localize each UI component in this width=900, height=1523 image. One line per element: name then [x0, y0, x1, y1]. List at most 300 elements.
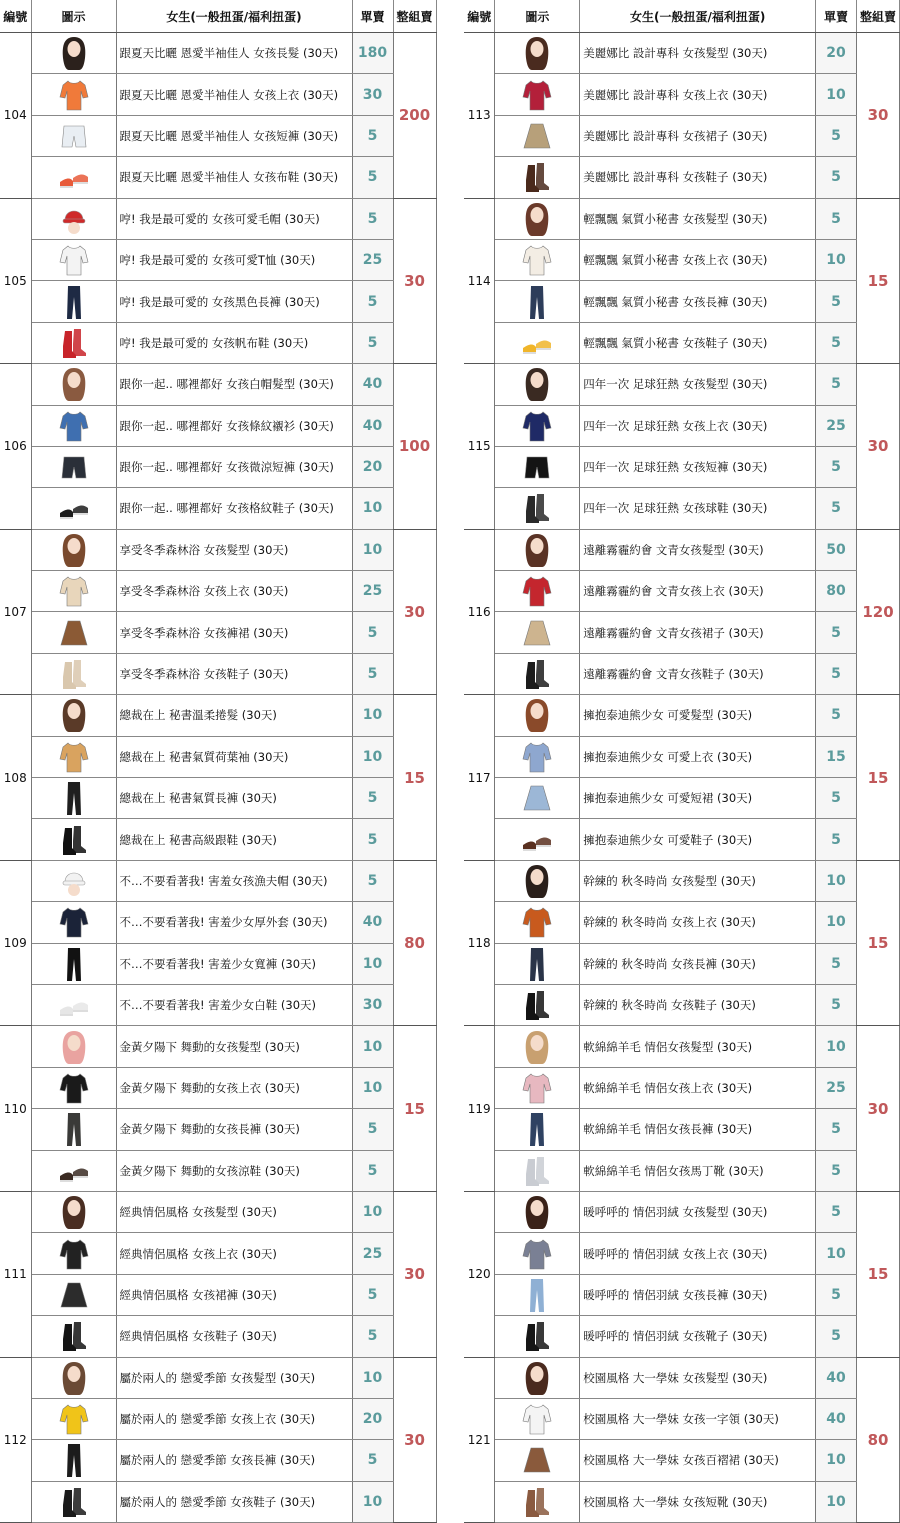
header-name: 女生(一般扭蛋/福利扭蛋) — [580, 0, 816, 33]
item-thumbnail — [495, 612, 580, 653]
item-thumbnail — [31, 1150, 116, 1191]
hair-icon — [57, 539, 91, 558]
unit-price: 5 — [352, 157, 393, 198]
shirt-icon — [57, 581, 91, 600]
item-thumbnail — [495, 1440, 580, 1481]
item-name: 遠離霧霾約會 文青女孩髮型 (30天) — [580, 529, 816, 570]
unit-price: 20 — [352, 1398, 393, 1439]
hair-icon — [57, 1202, 91, 1221]
unit-price: 10 — [816, 74, 857, 115]
table-row — [0, 1150, 436, 1191]
bundle-price: 15 — [393, 695, 436, 861]
unit-price: 5 — [816, 1109, 857, 1150]
bundle-price: 30 — [393, 198, 436, 364]
item-thumbnail — [495, 984, 580, 1025]
boots-icon — [520, 498, 554, 517]
bundle-price: 15 — [393, 1026, 436, 1192]
set-number: 104 — [0, 33, 31, 199]
item-name: 校園風格 大一學妹 女孩短靴 (30天) — [580, 1481, 816, 1522]
shirt-icon — [520, 1077, 554, 1096]
item-thumbnail — [495, 943, 580, 984]
item-name: 跟你一起.. 哪裡都好 女孩條紋襯衫 (30天) — [116, 405, 352, 446]
unit-price: 5 — [816, 364, 857, 405]
shoes-icon — [520, 829, 554, 848]
table-row — [464, 1316, 900, 1357]
item-name: 享受冬季森林浴 女孩鞋子 (30天) — [116, 653, 352, 694]
table-row — [464, 943, 900, 984]
item-name: 不…不要看著我! 害羞少女寬褲 (30天) — [116, 943, 352, 984]
table-row — [464, 1109, 900, 1150]
shorts-icon — [57, 125, 91, 144]
item-name: 屬於兩人的 戀愛季節 女孩長褲 (30天) — [116, 1440, 352, 1481]
item-name: 軟綿綿羊毛 情侶女孩長褲 (30天) — [580, 1109, 816, 1150]
item-name: 不…不要看著我! 害羞少女厚外套 (30天) — [116, 902, 352, 943]
item-thumbnail — [495, 74, 580, 115]
unit-price: 5 — [352, 612, 393, 653]
set-number: 118 — [464, 860, 495, 1026]
unit-price: 10 — [816, 1481, 857, 1522]
skirt-icon — [520, 125, 554, 144]
item-thumbnail — [495, 405, 580, 446]
item-name: 哼! 我是最可愛的 女孩黑色長褲 (30天) — [116, 281, 352, 322]
item-thumbnail — [31, 1398, 116, 1439]
item-name: 總裁在上 秘書氣質荷葉袖 (30天) — [116, 736, 352, 777]
table-row — [0, 281, 436, 322]
gacha-table-right — [464, 0, 900, 1523]
item-name: 輕飄飄 氣質小秘書 女孩鞋子 (30天) — [580, 322, 816, 363]
pants-icon — [520, 953, 554, 972]
item-name: 擁抱泰迪熊少女 可愛鞋子 (30天) — [580, 819, 816, 860]
boots-icon — [57, 332, 91, 351]
table-row — [464, 198, 900, 239]
table-row — [464, 529, 900, 570]
item-thumbnail — [31, 984, 116, 1025]
skirt-icon — [520, 788, 554, 807]
unit-price: 10 — [352, 695, 393, 736]
table-row — [464, 902, 900, 943]
table-row — [464, 157, 900, 198]
bundle-price: 30 — [857, 1026, 900, 1192]
table-row — [0, 902, 436, 943]
item-name: 跟你一起.. 哪裡都好 女孩微涼短褲 (30天) — [116, 446, 352, 487]
item-thumbnail — [31, 1067, 116, 1108]
shirt-icon — [57, 415, 91, 434]
unit-price: 10 — [352, 1481, 393, 1522]
item-thumbnail — [31, 736, 116, 777]
table-row — [0, 1067, 436, 1108]
item-thumbnail — [31, 695, 116, 736]
item-thumbnail — [495, 778, 580, 819]
unit-price: 10 — [352, 1026, 393, 1067]
item-thumbnail — [495, 1398, 580, 1439]
item-thumbnail — [31, 239, 116, 280]
shoes-icon — [57, 1160, 91, 1179]
item-thumbnail — [31, 1357, 116, 1398]
item-thumbnail — [31, 446, 116, 487]
bundle-price: 30 — [857, 33, 900, 199]
item-thumbnail — [31, 943, 116, 984]
table-row — [464, 819, 900, 860]
item-name: 跟你一起.. 哪裡都好 女孩白帽髮型 (30天) — [116, 364, 352, 405]
bundle-price: 120 — [857, 529, 900, 695]
unit-price: 20 — [352, 446, 393, 487]
table-row — [0, 1274, 436, 1315]
table-row — [0, 571, 436, 612]
item-name: 擁抱泰迪熊少女 可愛上衣 (30天) — [580, 736, 816, 777]
table-row — [464, 1357, 900, 1398]
unit-price: 5 — [816, 281, 857, 322]
unit-price: 5 — [352, 860, 393, 901]
unit-price: 5 — [816, 1274, 857, 1315]
item-thumbnail — [31, 364, 116, 405]
unit-price: 25 — [352, 1233, 393, 1274]
header-name: 女生(一般扭蛋/福利扭蛋) — [116, 0, 352, 33]
table-row — [0, 1316, 436, 1357]
item-name: 跟你一起.. 哪裡都好 女孩格紋鞋子 (30天) — [116, 488, 352, 529]
shoes-icon — [520, 332, 554, 351]
unit-price: 5 — [352, 1274, 393, 1315]
hair-icon — [57, 1367, 91, 1386]
item-name: 輕飄飄 氣質小秘書 女孩髮型 (30天) — [580, 198, 816, 239]
bundle-price: 30 — [393, 1357, 436, 1523]
table-row — [464, 1481, 900, 1522]
boots-icon — [57, 1491, 91, 1510]
item-name: 校園風格 大一學妹 女孩百褶裙 (30天) — [580, 1440, 816, 1481]
unit-price: 25 — [816, 405, 857, 446]
item-thumbnail — [495, 1067, 580, 1108]
item-name: 幹練的 秋冬時尚 女孩長褲 (30天) — [580, 943, 816, 984]
item-thumbnail — [31, 115, 116, 156]
hair-icon — [57, 1036, 91, 1055]
set-number: 109 — [0, 860, 31, 1026]
item-thumbnail — [31, 74, 116, 115]
shoes-icon — [57, 995, 91, 1014]
boots-icon — [520, 664, 554, 683]
table-row — [0, 943, 436, 984]
table-row — [464, 653, 900, 694]
item-name: 跟夏天比曬 恩愛半袖佳人 女孩短褲 (30天) — [116, 115, 352, 156]
item-thumbnail — [31, 653, 116, 694]
unit-price: 10 — [352, 1067, 393, 1108]
item-name: 屬於兩人的 戀愛季節 女孩髮型 (30天) — [116, 1357, 352, 1398]
item-name: 美麗娜比 設計專科 女孩上衣 (30天) — [580, 74, 816, 115]
item-thumbnail — [31, 488, 116, 529]
item-name: 跟夏天比曬 恩愛半袖佳人 女孩長髮 (30天) — [116, 33, 352, 74]
table-row — [464, 612, 900, 653]
header-bundle-price: 整組賣 — [857, 0, 900, 33]
item-thumbnail — [495, 115, 580, 156]
hair-icon — [57, 705, 91, 724]
item-name: 屬於兩人的 戀愛季節 女孩上衣 (30天) — [116, 1398, 352, 1439]
item-name: 軟綿綿羊毛 情侶女孩馬丁靴 (30天) — [580, 1150, 816, 1191]
item-name: 遠離霧霾約會 文青女孩裙子 (30天) — [580, 612, 816, 653]
item-name: 四年一次 足球狂熱 女孩上衣 (30天) — [580, 405, 816, 446]
skirt-icon — [57, 622, 91, 641]
pants-icon — [57, 953, 91, 972]
item-thumbnail — [31, 529, 116, 570]
item-name: 四年一次 足球狂熱 女孩髮型 (30天) — [580, 364, 816, 405]
unit-price: 40 — [816, 1398, 857, 1439]
item-name: 跟夏天比曬 恩愛半袖佳人 女孩上衣 (30天) — [116, 74, 352, 115]
item-thumbnail — [495, 736, 580, 777]
item-name: 經典情侶風格 女孩髮型 (30天) — [116, 1191, 352, 1232]
unit-price: 10 — [352, 488, 393, 529]
unit-price: 10 — [816, 239, 857, 280]
item-thumbnail — [31, 33, 116, 74]
skirt-icon — [520, 622, 554, 641]
shirt-icon — [57, 1409, 91, 1428]
unit-price: 5 — [352, 1109, 393, 1150]
table-row — [464, 322, 900, 363]
table-row — [464, 239, 900, 280]
shirt-icon — [57, 912, 91, 931]
item-name: 經典情侶風格 女孩鞋子 (30天) — [116, 1316, 352, 1357]
item-name: 軟綿綿羊毛 情侶女孩上衣 (30天) — [580, 1067, 816, 1108]
unit-price: 5 — [816, 943, 857, 984]
unit-price: 10 — [352, 1357, 393, 1398]
item-name: 金黃夕陽下 舞動的女孩長褲 (30天) — [116, 1109, 352, 1150]
item-thumbnail — [31, 1274, 116, 1315]
shirt-icon — [520, 84, 554, 103]
item-name: 校園風格 大一學妹 女孩髮型 (30天) — [580, 1357, 816, 1398]
header-id: 編號 — [0, 0, 31, 33]
item-name: 軟綿綿羊毛 情侶女孩髮型 (30天) — [580, 1026, 816, 1067]
table-row — [464, 488, 900, 529]
pants-icon — [57, 788, 91, 807]
hair-icon — [520, 705, 554, 724]
header-bundle-price: 整組賣 — [393, 0, 436, 33]
item-thumbnail — [31, 1026, 116, 1067]
table-row — [0, 819, 436, 860]
table-row — [0, 33, 436, 74]
shirt-icon — [520, 581, 554, 600]
unit-price: 5 — [816, 1150, 857, 1191]
item-name: 經典情侶風格 女孩上衣 (30天) — [116, 1233, 352, 1274]
unit-price: 5 — [352, 281, 393, 322]
item-name: 哼! 我是最可愛的 女孩帆布鞋 (30天) — [116, 322, 352, 363]
unit-price: 5 — [352, 1316, 393, 1357]
item-thumbnail — [495, 1109, 580, 1150]
hair-icon — [520, 374, 554, 393]
item-thumbnail — [31, 571, 116, 612]
set-number: 112 — [0, 1357, 31, 1523]
unit-price: 180 — [352, 33, 393, 74]
unit-price: 10 — [352, 943, 393, 984]
unit-price: 40 — [352, 902, 393, 943]
item-name: 美麗娜比 設計專科 女孩裙子 (30天) — [580, 115, 816, 156]
unit-price: 30 — [352, 984, 393, 1025]
item-name: 四年一次 足球狂熱 女孩球鞋 (30天) — [580, 488, 816, 529]
unit-price: 10 — [816, 902, 857, 943]
table-row — [0, 1109, 436, 1150]
table-row — [464, 33, 900, 74]
left-table-panel — [0, 0, 437, 1523]
table-row — [0, 653, 436, 694]
item-name: 總裁在上 秘書氣質長褲 (30天) — [116, 778, 352, 819]
hair-icon — [57, 43, 91, 62]
pants-icon — [520, 1284, 554, 1303]
item-name: 幹練的 秋冬時尚 女孩上衣 (30天) — [580, 902, 816, 943]
skirt-icon — [520, 1450, 554, 1469]
hair-icon — [57, 374, 91, 393]
boots-icon — [520, 1160, 554, 1179]
table-row — [0, 612, 436, 653]
table-row — [464, 281, 900, 322]
table-row — [464, 571, 900, 612]
set-number: 121 — [464, 1357, 495, 1523]
item-thumbnail — [31, 1316, 116, 1357]
pants-icon — [57, 291, 91, 310]
unit-price: 20 — [816, 33, 857, 74]
table-row — [464, 1067, 900, 1108]
bundle-price: 30 — [857, 364, 900, 530]
shorts-icon — [520, 457, 554, 476]
item-name: 美麗娜比 設計專科 女孩鞋子 (30天) — [580, 157, 816, 198]
table-row — [0, 529, 436, 570]
hair-icon — [520, 1202, 554, 1221]
table-row — [464, 115, 900, 156]
table-row — [0, 1026, 436, 1067]
table-row — [0, 1191, 436, 1232]
item-thumbnail — [31, 1109, 116, 1150]
hat-icon — [57, 871, 91, 890]
unit-price: 10 — [816, 860, 857, 901]
table-row — [0, 778, 436, 819]
item-name: 暖呼呼的 情侶羽絨 女孩上衣 (30天) — [580, 1233, 816, 1274]
table-row — [464, 1398, 900, 1439]
shirt-icon — [520, 912, 554, 931]
item-name: 哼! 我是最可愛的 女孩可愛T恤 (30天) — [116, 239, 352, 280]
item-name: 總裁在上 秘書溫柔捲髮 (30天) — [116, 695, 352, 736]
item-thumbnail — [495, 33, 580, 74]
item-thumbnail — [31, 860, 116, 901]
item-name: 哼! 我是最可愛的 女孩可愛毛帽 (30天) — [116, 198, 352, 239]
item-name: 四年一次 足球狂熱 女孩短褲 (30天) — [580, 446, 816, 487]
table-row — [0, 446, 436, 487]
unit-price: 5 — [816, 653, 857, 694]
shirt-icon — [57, 84, 91, 103]
item-thumbnail — [31, 322, 116, 363]
unit-price: 40 — [352, 405, 393, 446]
bundle-price: 30 — [393, 529, 436, 695]
bundle-price: 15 — [857, 198, 900, 364]
table-row — [0, 1233, 436, 1274]
set-number: 114 — [464, 198, 495, 364]
gacha-table-left — [0, 0, 437, 1523]
table-row — [0, 860, 436, 901]
table-row — [0, 488, 436, 529]
shirt-icon — [520, 250, 554, 269]
item-thumbnail — [495, 1316, 580, 1357]
item-thumbnail — [495, 239, 580, 280]
unit-price: 10 — [352, 529, 393, 570]
pants-icon — [520, 291, 554, 310]
item-thumbnail — [495, 364, 580, 405]
table-row — [0, 405, 436, 446]
item-name: 享受冬季森林浴 女孩上衣 (30天) — [116, 571, 352, 612]
table-row — [0, 736, 436, 777]
table-row — [464, 778, 900, 819]
item-name: 暖呼呼的 情侶羽絨 女孩長褲 (30天) — [580, 1274, 816, 1315]
skirt-icon — [57, 1284, 91, 1303]
table-row — [464, 736, 900, 777]
item-thumbnail — [495, 571, 580, 612]
item-name: 屬於兩人的 戀愛季節 女孩鞋子 (30天) — [116, 1481, 352, 1522]
unit-price: 5 — [352, 1440, 393, 1481]
item-name: 幹練的 秋冬時尚 女孩鞋子 (30天) — [580, 984, 816, 1025]
unit-price: 5 — [352, 819, 393, 860]
shirt-icon — [57, 746, 91, 765]
shirt-icon — [57, 1077, 91, 1096]
unit-price: 5 — [352, 322, 393, 363]
unit-price: 5 — [816, 488, 857, 529]
item-thumbnail — [31, 157, 116, 198]
hair-icon — [520, 1036, 554, 1055]
item-thumbnail — [495, 488, 580, 529]
item-thumbnail — [31, 1191, 116, 1232]
set-number: 105 — [0, 198, 31, 364]
bundle-price: 15 — [857, 860, 900, 1026]
unit-price: 5 — [352, 198, 393, 239]
hat-icon — [57, 208, 91, 227]
item-thumbnail — [495, 1233, 580, 1274]
item-name: 金黃夕陽下 舞動的女孩涼鞋 (30天) — [116, 1150, 352, 1191]
bundle-price: 80 — [857, 1357, 900, 1523]
hair-icon — [520, 1367, 554, 1386]
shoes-icon — [57, 167, 91, 186]
table-row — [0, 984, 436, 1025]
table-row — [0, 198, 436, 239]
item-thumbnail — [495, 819, 580, 860]
table-row — [0, 695, 436, 736]
table-row — [0, 74, 436, 115]
header-icon: 圖示 — [31, 0, 116, 33]
boots-icon — [520, 995, 554, 1014]
header-icon: 圖示 — [495, 0, 580, 33]
item-name: 遠離霧霾約會 文青女孩鞋子 (30天) — [580, 653, 816, 694]
item-name: 暖呼呼的 情侶羽絨 女孩髮型 (30天) — [580, 1191, 816, 1232]
unit-price: 5 — [352, 653, 393, 694]
unit-price: 5 — [352, 1150, 393, 1191]
unit-price: 10 — [816, 1440, 857, 1481]
item-thumbnail — [31, 405, 116, 446]
unit-price: 5 — [816, 778, 857, 819]
table-row — [0, 322, 436, 363]
shirt-icon — [520, 1409, 554, 1428]
unit-price: 10 — [816, 1026, 857, 1067]
table-row — [464, 405, 900, 446]
item-name: 金黃夕陽下 舞動的女孩髮型 (30天) — [116, 1026, 352, 1067]
set-number: 116 — [464, 529, 495, 695]
table-row — [464, 1026, 900, 1067]
shirt-icon — [57, 250, 91, 269]
unit-price: 5 — [816, 984, 857, 1025]
item-thumbnail — [495, 1274, 580, 1315]
item-name: 幹練的 秋冬時尚 女孩髮型 (30天) — [580, 860, 816, 901]
set-number: 111 — [0, 1191, 31, 1357]
table-body-left — [0, 33, 436, 1523]
item-name: 跟夏天比曬 恩愛半袖佳人 女孩布鞋 (30天) — [116, 157, 352, 198]
item-name: 金黃夕陽下 舞動的女孩上衣 (30天) — [116, 1067, 352, 1108]
item-name: 校園風格 大一學妹 女孩一字領 (30天) — [580, 1398, 816, 1439]
table-row — [464, 1274, 900, 1315]
set-number: 119 — [464, 1026, 495, 1192]
table-row — [0, 1440, 436, 1481]
item-name: 擁抱泰迪熊少女 可愛髮型 (30天) — [580, 695, 816, 736]
bundle-price: 30 — [393, 1191, 436, 1357]
table-row — [464, 695, 900, 736]
item-thumbnail — [31, 1233, 116, 1274]
